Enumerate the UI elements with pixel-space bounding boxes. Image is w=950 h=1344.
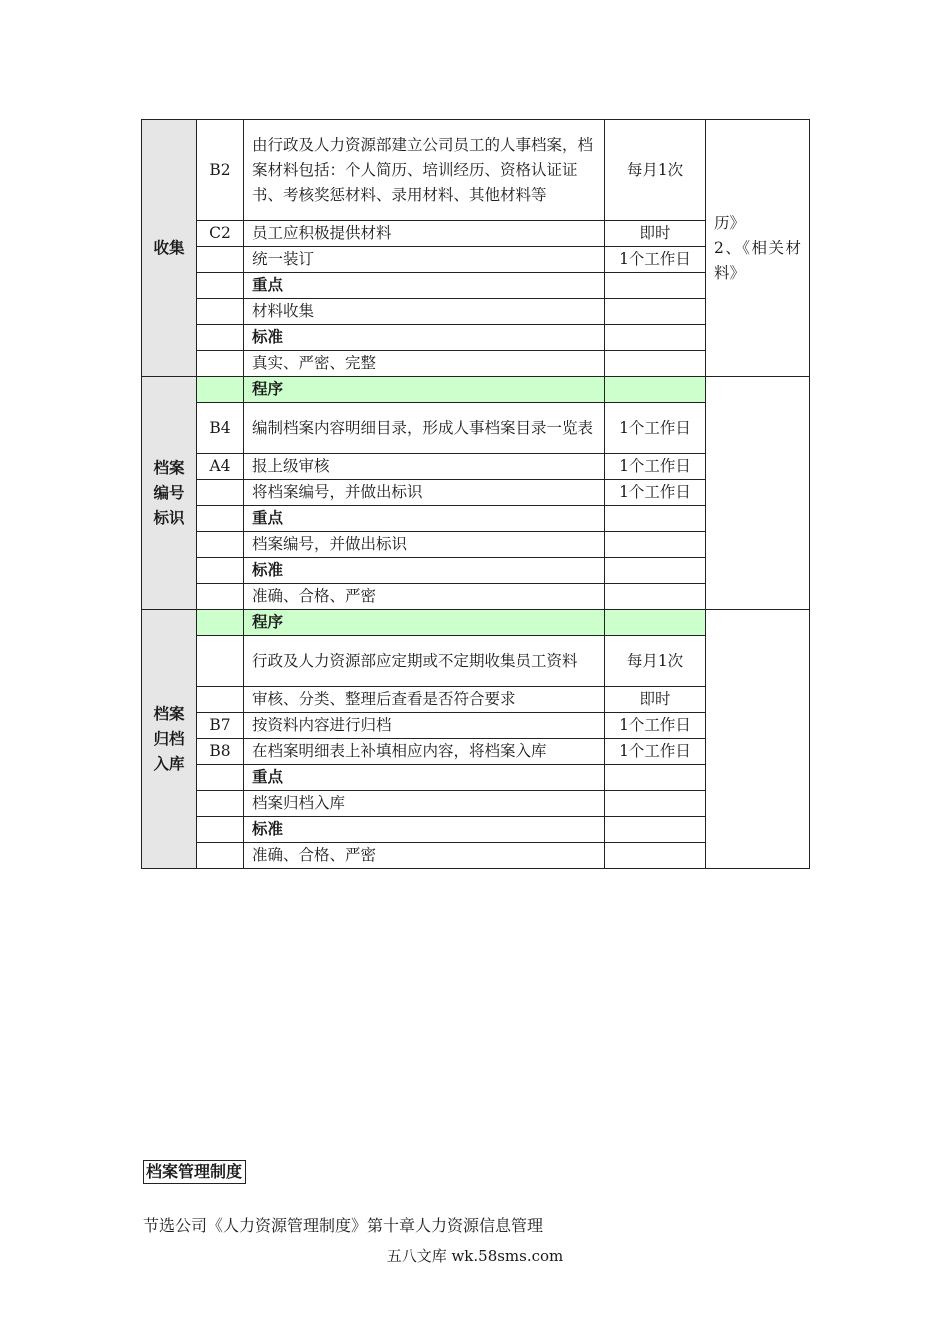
frequency-cell: 1个工作日 [605,713,706,739]
frequency-cell [605,377,706,403]
intro-text: 节选公司《人力资源管理制度》第十章人力资源信息管理 [143,1216,544,1235]
content-cell: 员工应积极提供材料 [244,221,605,247]
table-row [142,377,810,403]
frequency-cell: 每月1次 [605,120,706,221]
code-cell [197,506,244,532]
frequency-cell: 1个工作日 [605,454,706,480]
content-cell: 重点 [244,273,605,299]
content-cell: 编制档案内容明细目录，形成人事档案目录一览表 [244,403,605,454]
frequency-cell: 1个工作日 [605,480,706,506]
stage-cell: 收集 [142,120,197,377]
code-cell [197,480,244,506]
content-cell: 审核、分类、整理后查看是否符合要求 [244,687,605,713]
note-cell [706,377,810,610]
code-cell: B7 [197,713,244,739]
content-cell: 行政及人力资源部应定期或不定期收集员工资料 [244,636,605,687]
content-cell: 真实、严密、完整 [244,351,605,377]
frequency-cell: 1个工作日 [605,247,706,273]
frequency-cell [605,791,706,817]
code-cell [197,325,244,351]
code-cell [197,765,244,791]
frequency-cell [605,532,706,558]
frequency-cell [605,351,706,377]
frequency-cell [605,506,706,532]
content-cell: 材料收集 [244,299,605,325]
code-cell [197,843,244,869]
content-cell: 标准 [244,325,605,351]
code-cell: B8 [197,739,244,765]
table-row [142,610,810,636]
content-cell: 将档案编号，并做出标识 [244,480,605,506]
frequency-cell: 每月1次 [605,636,706,687]
content-cell: 标准 [244,558,605,584]
content-cell: 标准 [244,817,605,843]
section-heading: 档案管理制度 [143,1160,246,1184]
frequency-cell: 即时 [605,687,706,713]
code-cell [197,584,244,610]
code-cell [197,299,244,325]
frequency-cell [605,299,706,325]
frequency-cell [605,610,706,636]
content-cell: 按资料内容进行归档 [244,713,605,739]
stage-cell: 档案 归档 入库 [142,610,197,869]
code-cell [197,610,244,636]
procedure-table-body [142,120,810,869]
content-cell: 档案编号，并做出标识 [244,532,605,558]
frequency-cell [605,325,706,351]
stage-cell: 档案 编号 标识 [142,377,197,610]
code-cell [197,636,244,687]
code-cell [197,247,244,273]
code-cell: A4 [197,454,244,480]
code-cell [197,558,244,584]
content-cell: 统一装订 [244,247,605,273]
code-cell: C2 [197,221,244,247]
procedure-table [141,119,810,869]
frequency-cell [605,273,706,299]
content-cell: 准确、合格、严密 [244,843,605,869]
content-cell: 在档案明细表上补填相应内容，将档案入库 [244,739,605,765]
content-cell: 重点 [244,765,605,791]
table-row [142,120,810,221]
frequency-cell [605,558,706,584]
content-cell: 档案归档入库 [244,791,605,817]
frequency-cell: 1个工作日 [605,739,706,765]
frequency-cell [605,843,706,869]
content-cell: 程序 [244,610,605,636]
code-cell [197,687,244,713]
code-cell [197,791,244,817]
content-cell: 报上级审核 [244,454,605,480]
code-cell: B4 [197,403,244,454]
content-cell: 程序 [244,377,605,403]
frequency-cell [605,584,706,610]
content-cell: 准确、合格、严密 [244,584,605,610]
content-cell: 重点 [244,506,605,532]
code-cell [197,377,244,403]
frequency-cell: 即时 [605,221,706,247]
content-cell: 由行政及人力资源部建立公司员工的人事档案，档案材料包括：个人简历、培训经历、资格认证证书、考核奖惩材料、录用材料、其他材料等 [244,120,605,221]
note-cell [706,610,810,869]
footer-watermark: 五八文库 wk.58sms.com [386,1247,564,1265]
code-cell [197,351,244,377]
frequency-cell: 1个工作日 [605,403,706,454]
frequency-cell [605,817,706,843]
code-cell [197,532,244,558]
code-cell [197,273,244,299]
note-cell: 历》 2、《相关材料》 [706,120,810,377]
code-cell: B2 [197,120,244,221]
frequency-cell [605,765,706,791]
code-cell [197,817,244,843]
